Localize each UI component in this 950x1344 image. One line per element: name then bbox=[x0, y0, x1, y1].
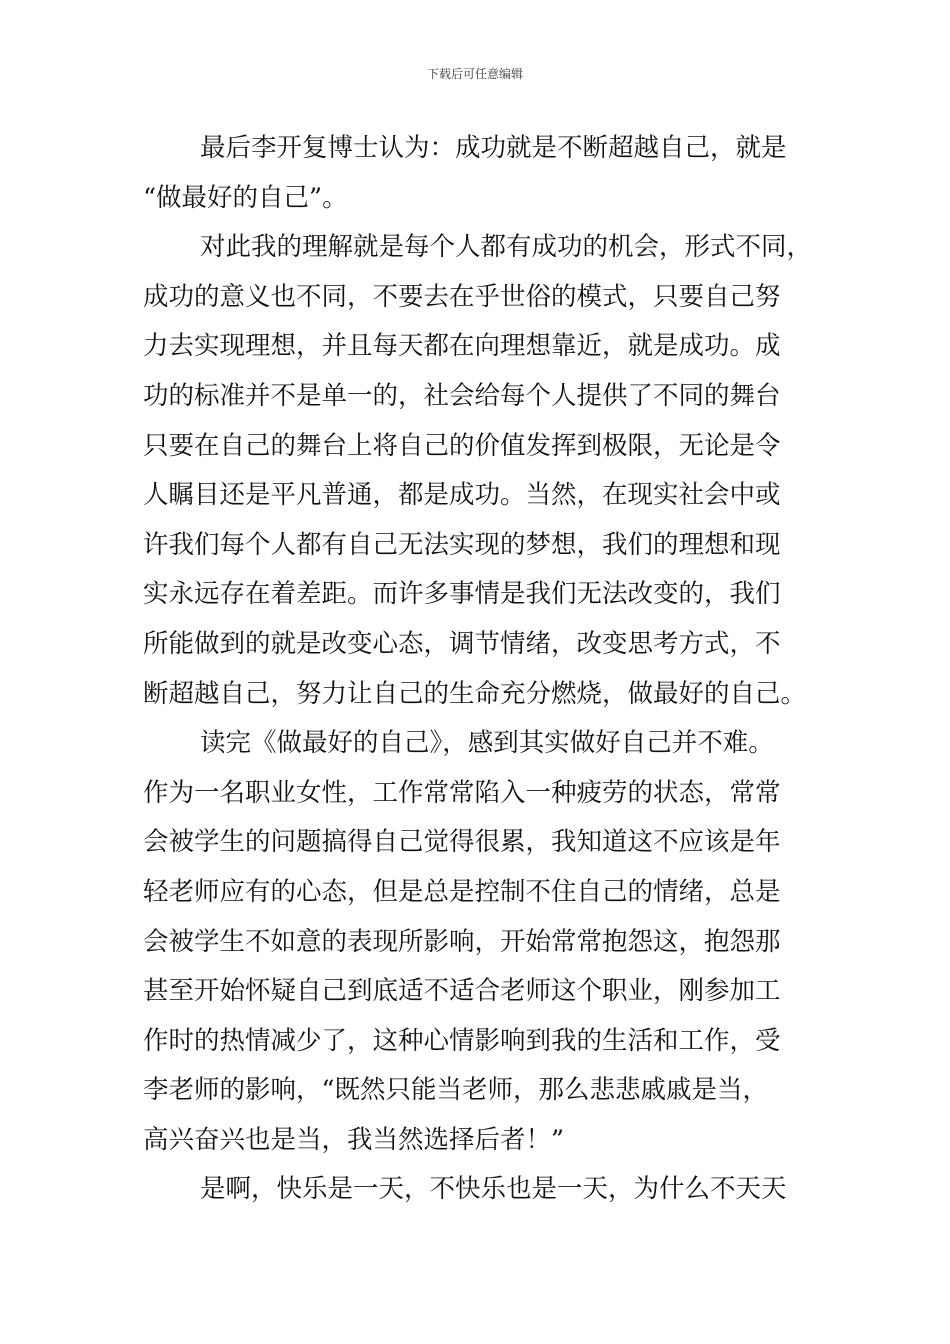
page-header-note: 下载后可任意编辑 bbox=[426, 67, 523, 81]
text-line: 力去实现理想，并且每天都在向理想靠近，就是成功。成 bbox=[143, 331, 781, 362]
text-line: 断超越自己，努力让自己的生命充分燃烧，做最好的自己。 bbox=[143, 678, 807, 709]
text-line: 所能做到的就是改变心态，调节情绪，改变思考方式，不 bbox=[143, 628, 781, 659]
text-line: 会被学生不如意的表现所影响，开始常常抱怨这，抱怨那 bbox=[143, 926, 781, 957]
text-line: 最后李开复博士认为：成功就是不断超越自己，就是 bbox=[200, 133, 787, 163]
text-line: 人瞩目还是平凡普通，都是成功。当然，在现实社会中或 bbox=[143, 480, 781, 511]
text-line: 李老师的影响，“既然只能当老师，那么悲悲戚戚是当， bbox=[143, 1075, 769, 1106]
text-line: 作时的热情减少了，这种心情影响到我的生活和工作，受 bbox=[143, 1025, 781, 1056]
text-line: 轻老师应有的心态，但是总是控制不住自己的情绪，总是 bbox=[143, 876, 781, 907]
text-line: 成功的意义也不同，不要去在乎世俗的模式，只要自己努 bbox=[143, 281, 781, 312]
text-line: 许我们每个人都有自己无法实现的梦想，我们的理想和现 bbox=[143, 529, 781, 560]
text-line: 实永远存在着差距。而许多事情是我们无法改变的，我们 bbox=[143, 579, 781, 610]
text-line: 读完《做最好的自己》，感到其实做好自己并不难。 bbox=[200, 728, 774, 759]
text-line: 是啊，快乐是一天，不快乐也是一天，为什么不天天 bbox=[200, 1174, 787, 1205]
text-line: “做最好的自己”。 bbox=[143, 182, 348, 213]
text-line: 作为一名职业女性，工作常常陷入一种疲劳的状态，常常 bbox=[143, 777, 781, 808]
text-line: 功的标准并不是单一的，社会给每个人提供了不同的舞台 bbox=[143, 380, 781, 411]
text-line: 对此我的理解就是每个人都有成功的机会，形式不同， bbox=[200, 232, 813, 263]
text-line: 甚至开始怀疑自己到底适不适合老师这个职业，刚参加工 bbox=[143, 976, 781, 1007]
text-line: 高兴奋兴也是当，我当然选择后者！” bbox=[143, 1124, 565, 1155]
document-body bbox=[143, 124, 811, 1215]
text-line: 只要在自己的舞台上将自己的价值发挥到极限，无论是令 bbox=[143, 430, 781, 461]
text-line: 会被学生的问题搞得自己觉得很累，我知道这不应该是年 bbox=[143, 827, 781, 858]
